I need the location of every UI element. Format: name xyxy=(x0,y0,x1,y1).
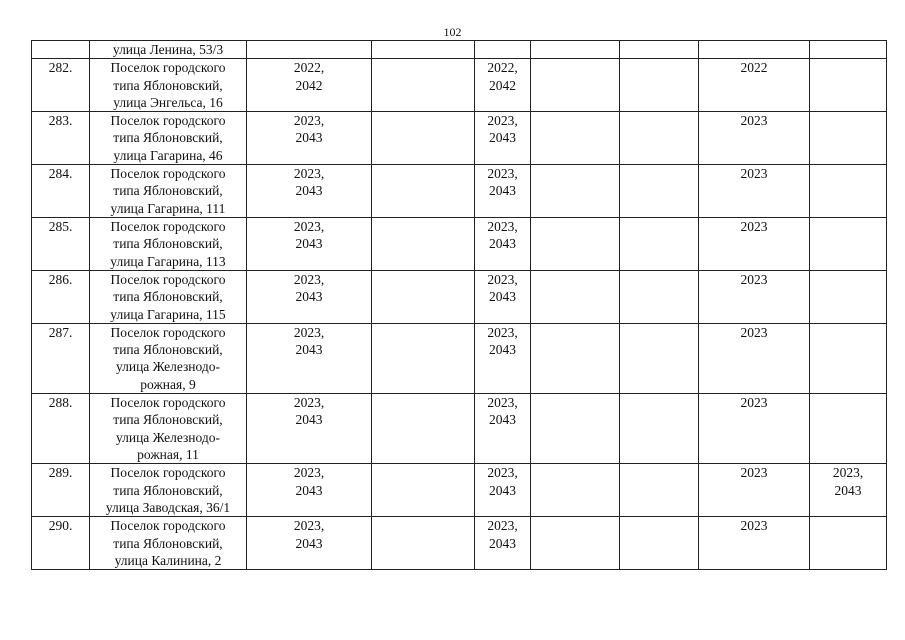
cell-c5 xyxy=(620,59,699,112)
cell-c5 xyxy=(620,394,699,464)
cell-num: 285. xyxy=(32,218,90,271)
table-row xyxy=(32,323,887,393)
cell-line: 2043 xyxy=(489,412,516,428)
cell-num: 286. xyxy=(32,270,90,323)
address-line: Поселок городского xyxy=(110,166,226,182)
cell-empty xyxy=(699,41,810,59)
cell-line: 2023, xyxy=(293,219,325,235)
table-row xyxy=(32,218,887,271)
cell-line: 2043 xyxy=(489,342,516,358)
cell-line: 2043 xyxy=(489,183,516,199)
cell-address xyxy=(90,323,247,393)
address-line: типа Яблоновский, xyxy=(113,130,223,146)
address-line: Поселок городского xyxy=(110,271,226,287)
cell-c4 xyxy=(531,464,620,517)
cell-line: 2023, xyxy=(293,324,325,340)
cell-line: 2023 xyxy=(740,219,768,235)
cell-empty xyxy=(810,41,887,59)
cell-c7 xyxy=(810,218,887,271)
cell-line: 2023, xyxy=(487,395,518,411)
cell-c1 xyxy=(247,59,372,112)
cell-num: 290. xyxy=(32,517,90,570)
cell-line: 2023 xyxy=(740,113,768,129)
cell-c5 xyxy=(620,112,699,165)
cell-c2 xyxy=(372,112,475,165)
table-row xyxy=(32,165,887,218)
cell-empty xyxy=(531,41,620,59)
address-line: рожная, 11 xyxy=(137,446,199,462)
cell-empty xyxy=(620,41,699,59)
cell-line: 2043 xyxy=(489,130,516,146)
address-line: типа Яблоновский, xyxy=(113,342,223,358)
address-line: Поселок городского xyxy=(110,219,226,235)
table-body xyxy=(32,41,887,570)
cell-line: 2043 xyxy=(295,183,323,199)
cell-address xyxy=(90,218,247,271)
cell-line: 2023, xyxy=(487,465,518,481)
cell-c1 xyxy=(247,165,372,218)
cell-c3 xyxy=(475,517,531,570)
cell-c2 xyxy=(372,270,475,323)
address-line: рожная, 9 xyxy=(140,376,196,392)
cell-address xyxy=(90,517,247,570)
cell-line: 2043 xyxy=(295,482,323,498)
cell-c5 xyxy=(620,323,699,393)
cell-line: 2043 xyxy=(834,482,862,498)
cell-c7 xyxy=(810,59,887,112)
cell-address xyxy=(90,59,247,112)
cell-num: 282. xyxy=(32,59,90,112)
cell-num xyxy=(32,41,90,59)
cell-c7 xyxy=(810,165,887,218)
cell-c1 xyxy=(247,218,372,271)
cell-c4 xyxy=(531,394,620,464)
cell-c3 xyxy=(475,165,531,218)
cell-line: 2023, xyxy=(487,219,518,235)
cell-c7 xyxy=(810,112,887,165)
cell-line: 2023, xyxy=(487,166,518,182)
cell-c6 xyxy=(699,218,810,271)
address-line: типа Яблоновский, xyxy=(113,236,223,252)
cell-c3 xyxy=(475,59,531,112)
cell-c3 xyxy=(475,394,531,464)
cell-c6 xyxy=(699,112,810,165)
cell-c5 xyxy=(620,270,699,323)
cell-line: 2043 xyxy=(295,535,323,551)
continuation-row xyxy=(32,41,887,59)
cell-c7 xyxy=(810,323,887,393)
cell-c7 xyxy=(810,517,887,570)
cell-line: 2023, xyxy=(293,465,325,481)
cell-address xyxy=(90,165,247,218)
cell-line: 2023 xyxy=(740,166,768,182)
cell-line: 2023, xyxy=(487,518,518,534)
address-line: Поселок городского xyxy=(110,113,226,129)
cell-c3 xyxy=(475,218,531,271)
address-line: типа Яблоновский, xyxy=(113,77,223,93)
cell-num: 283. xyxy=(32,112,90,165)
cell-line: 2023, xyxy=(293,518,325,534)
address-line: улица Железнодо- xyxy=(115,429,221,445)
cell-c1 xyxy=(247,464,372,517)
cell-c4 xyxy=(531,165,620,218)
cell-num: 287. xyxy=(32,323,90,393)
address-line: Поселок городского xyxy=(110,60,226,76)
cell-c4 xyxy=(531,270,620,323)
cell-c2 xyxy=(372,218,475,271)
cell-c6 xyxy=(699,270,810,323)
cell-c3 xyxy=(475,464,531,517)
cell-line: 2023, xyxy=(293,271,325,287)
cell-c6 xyxy=(699,323,810,393)
cell-line: 2023, xyxy=(293,166,325,182)
cell-c5 xyxy=(620,517,699,570)
cell-c4 xyxy=(531,323,620,393)
address-line: Поселок городского xyxy=(110,518,226,534)
cell-c5 xyxy=(620,218,699,271)
cell-line: 2042 xyxy=(489,77,516,93)
address-line: улица Заводская, 36/1 xyxy=(105,499,231,515)
cell-line: 2023, xyxy=(293,395,325,411)
cell-c6 xyxy=(699,517,810,570)
schedule-table xyxy=(31,40,887,570)
cell-c6 xyxy=(699,394,810,464)
cell-c4 xyxy=(531,112,620,165)
cell-c3 xyxy=(475,323,531,393)
cell-line: 2043 xyxy=(295,342,323,358)
cell-line: 2022, xyxy=(487,60,518,76)
cell-c1 xyxy=(247,112,372,165)
cell-c7 xyxy=(810,270,887,323)
address-line: Поселок городского xyxy=(110,465,226,481)
cell-c4 xyxy=(531,59,620,112)
cell-c1 xyxy=(247,323,372,393)
address-line: Поселок городского xyxy=(110,324,226,340)
cell-line: 2023, xyxy=(293,113,325,129)
cell-c2 xyxy=(372,165,475,218)
cell-line: 2023, xyxy=(832,465,864,481)
cell-line: 2043 xyxy=(489,236,516,252)
cell-line: 2043 xyxy=(489,535,516,551)
cell-c6 xyxy=(699,464,810,517)
cell-c3 xyxy=(475,112,531,165)
cell-c7 xyxy=(810,394,887,464)
address-line: улица Гагарина, 113 xyxy=(110,253,226,269)
table-row xyxy=(32,112,887,165)
address-line: улица Калинина, 2 xyxy=(114,552,222,568)
cell-line: 2023 xyxy=(740,271,768,287)
cell-line: 2043 xyxy=(295,289,323,305)
cell-c5 xyxy=(620,464,699,517)
address-line: улица Железнодо- xyxy=(115,359,221,375)
cell-c5 xyxy=(620,165,699,218)
cell-address xyxy=(90,394,247,464)
cell-num: 284. xyxy=(32,165,90,218)
cell-c6 xyxy=(699,59,810,112)
cell-empty xyxy=(372,41,475,59)
table-row xyxy=(32,464,887,517)
cell-line: 2022 xyxy=(740,60,768,76)
cell-line: 2043 xyxy=(295,130,323,146)
cell-c1 xyxy=(247,517,372,570)
cell-line: 2023 xyxy=(740,465,768,481)
cell-line: 2043 xyxy=(489,289,516,305)
cell-line: 2023, xyxy=(487,271,518,287)
cell-c1 xyxy=(247,270,372,323)
address-line: типа Яблоновский, xyxy=(113,412,223,428)
cell-line: 2043 xyxy=(295,412,323,428)
cell-c2 xyxy=(372,323,475,393)
address-line: улица Гагарина, 111 xyxy=(110,200,226,216)
cell-c1 xyxy=(247,394,372,464)
cell-c3 xyxy=(475,270,531,323)
address-line: типа Яблоновский, xyxy=(113,482,223,498)
cell-empty xyxy=(247,41,372,59)
cell-line: 2023 xyxy=(740,518,768,534)
cell-c6 xyxy=(699,165,810,218)
cell-line: 2042 xyxy=(295,77,323,93)
table-row xyxy=(32,270,887,323)
address-line: улица Гагарина, 115 xyxy=(110,306,226,322)
cell-c2 xyxy=(372,517,475,570)
cell-c2 xyxy=(372,464,475,517)
cell-num: 289. xyxy=(32,464,90,517)
cell-c2 xyxy=(372,59,475,112)
cell-address xyxy=(90,270,247,323)
cell-c4 xyxy=(531,517,620,570)
cell-line: 2043 xyxy=(295,236,323,252)
cell-num: 288. xyxy=(32,394,90,464)
cell-address: улица Ленина, 53/3 xyxy=(90,41,247,59)
address-line: типа Яблоновский, xyxy=(113,289,223,305)
table-row xyxy=(32,517,887,570)
cell-line: 2043 xyxy=(489,482,516,498)
address-line: Поселок городского xyxy=(110,395,226,411)
table-row xyxy=(32,59,887,112)
cell-empty xyxy=(475,41,531,59)
cell-line: 2023, xyxy=(487,324,518,340)
cell-line: 2022, xyxy=(293,60,325,76)
cell-line: 2023 xyxy=(740,395,768,411)
page-number: 102 xyxy=(443,25,462,39)
address-line: типа Яблоновский, xyxy=(113,535,223,551)
table-row xyxy=(32,394,887,464)
cell-c4 xyxy=(531,218,620,271)
cell-c2 xyxy=(372,394,475,464)
address-line: типа Яблоновский, xyxy=(113,183,223,199)
cell-address xyxy=(90,464,247,517)
cell-c7 xyxy=(810,464,887,517)
address-line: улица Энгельса, 16 xyxy=(113,94,223,110)
address-line: улица Гагарина, 46 xyxy=(113,147,223,163)
cell-address xyxy=(90,112,247,165)
cell-line: 2023 xyxy=(740,324,768,340)
cell-line: 2023, xyxy=(487,113,518,129)
